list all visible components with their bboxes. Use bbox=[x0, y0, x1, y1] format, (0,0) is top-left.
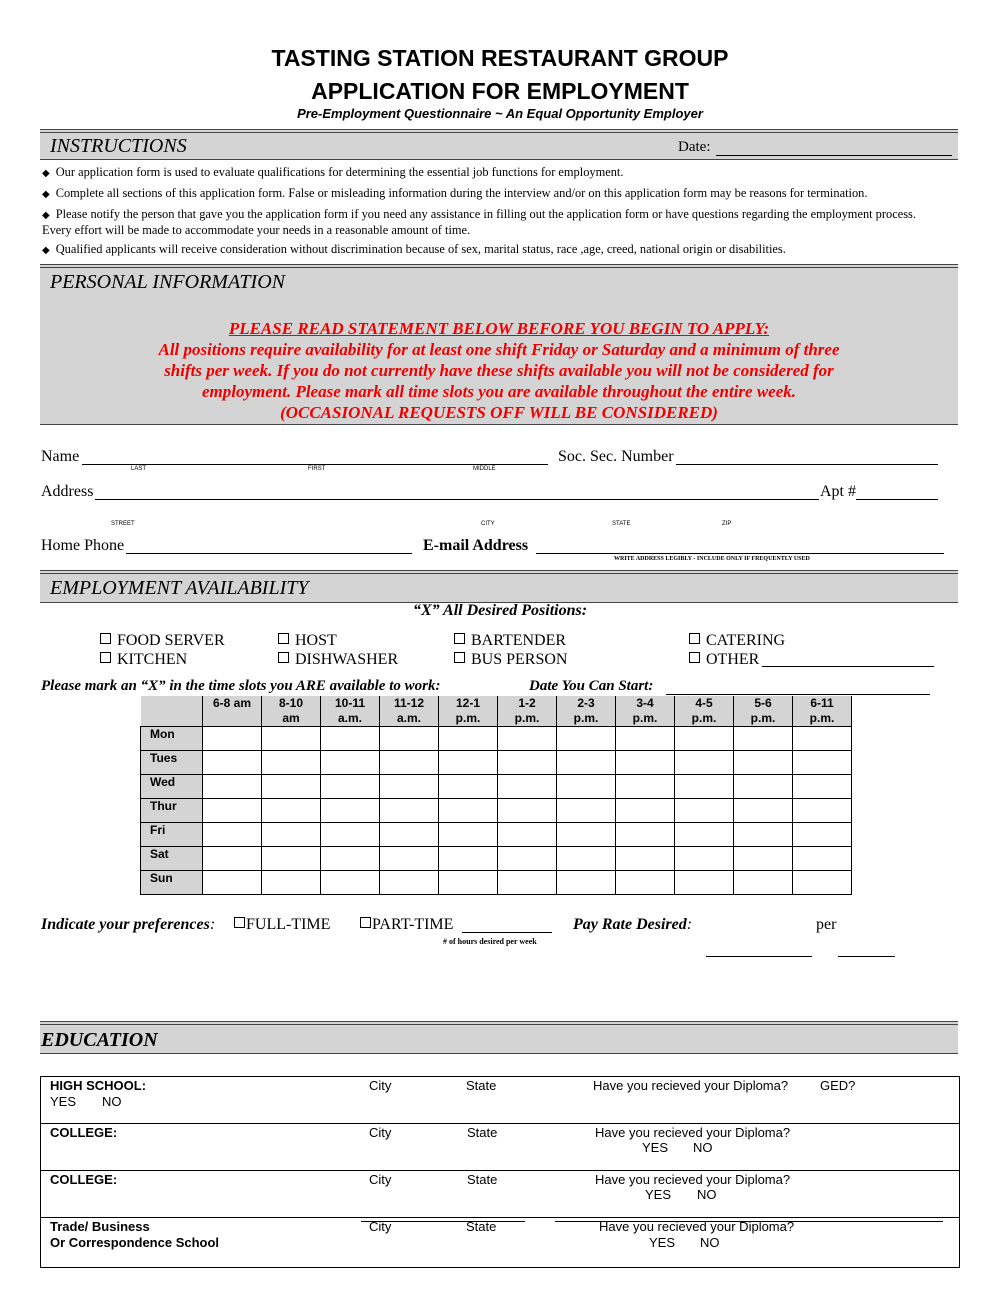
time-slot-header bbox=[557, 696, 616, 727]
availability-cell[interactable] bbox=[498, 727, 557, 751]
divider bbox=[41, 1123, 959, 1124]
other-position-field[interactable] bbox=[762, 666, 934, 667]
diploma-question: Have you recieved your Diploma? bbox=[593, 1078, 789, 1093]
yes-option[interactable]: YES bbox=[642, 1140, 669, 1155]
diamond-icon: ◆ bbox=[42, 210, 50, 221]
availability-cell[interactable] bbox=[262, 775, 321, 799]
name-label: Name bbox=[41, 448, 80, 465]
time-slot-range: 8-10 bbox=[278, 696, 304, 710]
time-slot-header bbox=[616, 696, 675, 727]
availability-cell[interactable] bbox=[203, 751, 262, 775]
availability-cell[interactable] bbox=[203, 847, 262, 871]
availability-cell[interactable] bbox=[380, 727, 439, 751]
pref-label: Indicate your preferences bbox=[41, 916, 210, 933]
availability-cell[interactable] bbox=[793, 727, 852, 751]
availability-cell[interactable] bbox=[380, 823, 439, 847]
availability-cell[interactable] bbox=[793, 775, 852, 799]
pref-line: Indicate your preferences: bbox=[41, 916, 216, 933]
day-row bbox=[141, 775, 852, 799]
availability-cell[interactable] bbox=[439, 775, 498, 799]
availability-cell[interactable] bbox=[321, 775, 380, 799]
email-field[interactable] bbox=[536, 553, 944, 554]
availability-cell[interactable] bbox=[321, 847, 380, 871]
checkbox[interactable] bbox=[278, 652, 289, 663]
per-label: per bbox=[816, 916, 837, 933]
name-field[interactable] bbox=[82, 464, 548, 465]
education-box bbox=[40, 1076, 960, 1268]
position-food-server[interactable]: FOOD SERVER bbox=[100, 632, 225, 650]
notice-title: PLEASE READ STATEMENT BELOW BEFORE YOU BEGIN TO APPLY: bbox=[228, 319, 770, 338]
hours-field[interactable] bbox=[462, 932, 552, 933]
time-slot-range: 10-11 bbox=[334, 696, 366, 710]
grid-corner bbox=[141, 696, 203, 727]
grid-header-row bbox=[141, 696, 852, 727]
last-caption: LAST bbox=[131, 466, 147, 472]
availability-cell[interactable] bbox=[557, 727, 616, 751]
availability-cell[interactable] bbox=[262, 847, 321, 871]
pay-line: Pay Rate Desired: bbox=[573, 916, 693, 933]
checkbox[interactable] bbox=[689, 633, 700, 644]
state-label: State bbox=[467, 1172, 498, 1187]
availability-cell[interactable] bbox=[262, 799, 321, 823]
notice-text bbox=[40, 318, 958, 423]
availability-cell[interactable] bbox=[498, 775, 557, 799]
availability-cell[interactable] bbox=[380, 775, 439, 799]
checkbox[interactable] bbox=[234, 917, 245, 928]
time-slot-period: a.m. bbox=[396, 711, 421, 725]
availability-cell[interactable] bbox=[498, 751, 557, 775]
availability-cell[interactable] bbox=[321, 727, 380, 751]
time-slot-range: 12-1 bbox=[455, 696, 481, 710]
date-label: Date: bbox=[678, 139, 711, 155]
city-label: City bbox=[369, 1078, 392, 1093]
availability-cell[interactable] bbox=[380, 871, 439, 895]
availability-cell[interactable] bbox=[557, 871, 616, 895]
part-time-option[interactable]: PART-TIME bbox=[360, 916, 453, 934]
zip-caption: ZIP bbox=[722, 521, 732, 527]
day-label: Mon bbox=[141, 727, 203, 751]
time-slot-period: p.m. bbox=[455, 711, 481, 725]
availability-cell[interactable] bbox=[439, 751, 498, 775]
apt-label: Apt # bbox=[820, 483, 856, 500]
trade-school-label-2: Or Correspondence School bbox=[50, 1235, 220, 1250]
email-note: WRITE ADDRESS LEGIBLY - INCLUDE ONLY IF FREQUENTLY USED bbox=[614, 556, 810, 562]
day-label: Thur bbox=[141, 799, 203, 823]
college-label: COLLEGE: bbox=[50, 1125, 118, 1140]
availability-cell[interactable] bbox=[793, 871, 852, 895]
position-catering[interactable]: CATERING bbox=[689, 632, 785, 650]
time-slot-header bbox=[380, 696, 439, 727]
instruction-bullet: ◆ Complete all sections of this application form. False or misleading information during the interview and/or on this application form may be reasons for termination. bbox=[42, 186, 868, 200]
time-slot-period: p.m. bbox=[691, 711, 717, 725]
middle-caption: MIDDLE bbox=[473, 466, 496, 472]
time-slot-period: p.m. bbox=[573, 711, 599, 725]
availability-cell[interactable] bbox=[616, 871, 675, 895]
availability-cell[interactable] bbox=[203, 823, 262, 847]
form-tagline: Pre-Employment Questionnaire ~ An Equal Opportunity Employer bbox=[297, 106, 703, 121]
no-option[interactable]: NO bbox=[693, 1140, 713, 1155]
availability-cell[interactable] bbox=[498, 799, 557, 823]
availability-cell[interactable] bbox=[734, 751, 793, 775]
yes-option[interactable]: YES bbox=[645, 1187, 672, 1202]
availability-cell[interactable] bbox=[498, 871, 557, 895]
time-slot-period: p.m. bbox=[750, 711, 776, 725]
availability-cell[interactable] bbox=[734, 871, 793, 895]
first-caption: FIRST bbox=[308, 466, 326, 472]
availability-cell[interactable] bbox=[616, 847, 675, 871]
availability-cell[interactable] bbox=[439, 871, 498, 895]
day-row bbox=[141, 751, 852, 775]
hours-note: # of hours desired per week bbox=[443, 937, 537, 946]
day-row bbox=[141, 799, 852, 823]
form-subtitle-title: APPLICATION FOR EMPLOYMENT bbox=[311, 78, 689, 104]
availability-grid bbox=[140, 696, 852, 895]
time-slot-range: 5-6 bbox=[754, 696, 772, 710]
availability-cell[interactable] bbox=[321, 871, 380, 895]
instruction-bullet: ◆ Please notify the person that gave you the application form if you need any assistance in filling out the application form or have questions regarding the employment process. Every effort will be made to accommodate your needs in a reasonable amount of time. bbox=[42, 207, 916, 237]
time-slot-period: p.m. bbox=[809, 711, 835, 725]
availability-cell[interactable] bbox=[557, 775, 616, 799]
availability-cell[interactable] bbox=[380, 847, 439, 871]
time-slot-header bbox=[321, 696, 380, 727]
availability-cell[interactable] bbox=[557, 799, 616, 823]
availability-cell[interactable] bbox=[675, 727, 734, 751]
apt-field[interactable] bbox=[856, 499, 938, 500]
day-label: Sun bbox=[141, 871, 203, 895]
no-option[interactable]: NO bbox=[102, 1094, 122, 1109]
availability-cell[interactable] bbox=[439, 727, 498, 751]
availability-cell[interactable] bbox=[616, 799, 675, 823]
section-title: EMPLOYMENT AVAILABILITY bbox=[50, 577, 309, 599]
time-slot-period: p.m. bbox=[514, 711, 540, 725]
diploma-question: Have you recieved your Diploma? bbox=[595, 1125, 791, 1140]
phone-label: Home Phone bbox=[41, 537, 125, 554]
position-bartender[interactable]: BARTENDER bbox=[454, 632, 566, 650]
diploma-question: Have you recieved your Diploma? bbox=[599, 1219, 795, 1234]
state-caption: STATE bbox=[612, 521, 631, 527]
availability-cell[interactable] bbox=[380, 799, 439, 823]
checkbox[interactable] bbox=[454, 652, 465, 663]
day-row bbox=[141, 871, 852, 895]
availability-cell[interactable] bbox=[262, 751, 321, 775]
time-slot-range: 11-12 bbox=[393, 696, 425, 710]
divider bbox=[41, 1170, 959, 1171]
availability-cell[interactable] bbox=[734, 823, 793, 847]
checkbox[interactable] bbox=[100, 652, 111, 663]
pay-rate-field[interactable] bbox=[706, 956, 812, 957]
day-row bbox=[141, 727, 852, 751]
city-label: City bbox=[369, 1125, 392, 1140]
pay-period-field[interactable] bbox=[838, 956, 895, 957]
diploma-question: Have you recieved your Diploma? bbox=[595, 1172, 791, 1187]
no-option[interactable]: NO bbox=[700, 1235, 720, 1250]
day-label: Fri bbox=[141, 823, 203, 847]
day-row bbox=[141, 847, 852, 871]
trade-school-label-1: Trade/ Business bbox=[50, 1219, 150, 1234]
college-label: COLLEGE: bbox=[50, 1172, 118, 1187]
time-slot-period: p.m. bbox=[632, 711, 658, 725]
time-slot-period: a.m. bbox=[337, 711, 362, 725]
availability-cell[interactable] bbox=[675, 775, 734, 799]
instructions-header bbox=[40, 129, 958, 160]
notice-box bbox=[40, 296, 958, 425]
availability-cell[interactable] bbox=[616, 775, 675, 799]
yes-option[interactable]: YES bbox=[50, 1094, 77, 1109]
availability-cell[interactable] bbox=[262, 871, 321, 895]
time-slot-header bbox=[439, 696, 498, 727]
city-caption: CITY bbox=[481, 521, 495, 527]
availability-cell[interactable] bbox=[734, 847, 793, 871]
availability-cell[interactable] bbox=[793, 799, 852, 823]
time-slot-header bbox=[203, 696, 262, 727]
availability-cell[interactable] bbox=[203, 871, 262, 895]
state-label: State bbox=[466, 1219, 497, 1234]
availability-cell[interactable] bbox=[498, 847, 557, 871]
availability-cell[interactable] bbox=[262, 727, 321, 751]
pay-label: Pay Rate Desired bbox=[573, 916, 687, 933]
positions-prompt: “X” All Desired Positions: bbox=[412, 602, 588, 619]
time-slot-header bbox=[262, 696, 321, 727]
availability-cell[interactable] bbox=[616, 727, 675, 751]
availability-cell[interactable] bbox=[557, 751, 616, 775]
checkbox[interactable] bbox=[278, 633, 289, 644]
yes-option[interactable]: YES bbox=[649, 1235, 676, 1250]
time-slot-range: 2-3 bbox=[577, 696, 595, 710]
time-slot-range: 6-11 bbox=[810, 696, 834, 710]
high-school-label: HIGH SCHOOL: bbox=[50, 1078, 147, 1093]
instruction-bullet: ◆ Our application form is used to evaluate qualifications for determining the essential job functions for employment. bbox=[42, 165, 624, 179]
full-time-option[interactable]: FULL-TIME bbox=[234, 916, 330, 934]
availability-cell[interactable] bbox=[793, 847, 852, 871]
availability-cell[interactable] bbox=[321, 751, 380, 775]
section-title: EDUCATION bbox=[41, 1029, 158, 1051]
checkbox[interactable] bbox=[100, 633, 111, 644]
start-date-field[interactable] bbox=[666, 694, 930, 695]
section-title: PERSONAL INFORMATION bbox=[50, 271, 285, 293]
availability-cell[interactable] bbox=[439, 799, 498, 823]
phone-field[interactable] bbox=[126, 553, 412, 554]
address-label: Address bbox=[41, 483, 94, 500]
availability-cell[interactable] bbox=[203, 775, 262, 799]
day-label: Tues bbox=[141, 751, 203, 775]
position-dishwasher[interactable]: DISHWASHER bbox=[278, 651, 398, 669]
availability-cell[interactable] bbox=[498, 823, 557, 847]
time-slot-range: 1-2 bbox=[518, 696, 536, 710]
day-label: Wed bbox=[141, 775, 203, 799]
instruction-bullet: ◆ Qualified applicants will receive consideration without discrimination because of sex, marital status, race ,age, creed, national origin or disabilities. bbox=[42, 242, 786, 256]
time-slot-period: am bbox=[282, 711, 300, 725]
mark-prompt: Please mark an “X” in the time slots you ARE available to work: bbox=[41, 678, 441, 694]
availability-cell[interactable] bbox=[675, 871, 734, 895]
city-label: City bbox=[369, 1219, 392, 1234]
time-slot-header bbox=[675, 696, 734, 727]
checkbox[interactable] bbox=[360, 917, 371, 928]
availability-cell[interactable] bbox=[439, 847, 498, 871]
personal-header bbox=[40, 264, 958, 297]
education-header bbox=[40, 1021, 958, 1054]
availability-cell[interactable] bbox=[203, 799, 262, 823]
form-title: TASTING STATION RESTAURANT GROUP bbox=[271, 45, 729, 71]
checkbox[interactable] bbox=[689, 652, 700, 663]
email-label: E-mail Address bbox=[423, 537, 529, 554]
no-option[interactable]: NO bbox=[697, 1187, 717, 1202]
availability-header bbox=[40, 570, 958, 603]
time-slot-header bbox=[498, 696, 557, 727]
availability-cell[interactable] bbox=[734, 799, 793, 823]
position-other[interactable]: OTHER bbox=[689, 651, 759, 669]
ssn-field[interactable] bbox=[676, 464, 938, 465]
position-bus-person[interactable]: BUS PERSON bbox=[454, 651, 567, 669]
section-title: INSTRUCTIONS bbox=[50, 135, 187, 157]
time-slot-header bbox=[734, 696, 793, 727]
availability-cell[interactable] bbox=[734, 775, 793, 799]
time-slot-range: 6-8 am bbox=[212, 696, 252, 710]
state-label: State bbox=[467, 1125, 498, 1140]
availability-cell[interactable] bbox=[439, 823, 498, 847]
ssn-label: Soc. Sec. Number bbox=[558, 448, 674, 465]
availability-cell[interactable] bbox=[675, 823, 734, 847]
time-slot-range: 3-4 bbox=[636, 696, 654, 710]
availability-cell[interactable] bbox=[203, 727, 262, 751]
position-host[interactable]: HOST bbox=[278, 632, 337, 650]
availability-cell[interactable] bbox=[380, 751, 439, 775]
availability-cell[interactable] bbox=[321, 799, 380, 823]
day-row bbox=[141, 823, 852, 847]
state-label: State bbox=[466, 1078, 497, 1093]
availability-cell[interactable] bbox=[321, 823, 380, 847]
start-date-label: Date You Can Start: bbox=[529, 678, 654, 694]
divider bbox=[41, 1217, 959, 1218]
diamond-icon: ◆ bbox=[42, 168, 50, 179]
time-slot-range: 4-5 bbox=[695, 696, 713, 710]
notice-body: All positions require availability for at least one shift Friday or Saturday and a minimum of three shifts per week. If you do not currently have these shifts available you will not be considered for employment. Please mark all time slots you are available throughout the entire week. (OCCASIONAL REQUESTS OFF WILL BE CONSIDERED) bbox=[158, 340, 840, 422]
availability-cell[interactable] bbox=[616, 751, 675, 775]
availability-cell[interactable] bbox=[557, 823, 616, 847]
availability-cell[interactable] bbox=[557, 847, 616, 871]
availability-cell[interactable] bbox=[616, 823, 675, 847]
availability-cell[interactable] bbox=[675, 847, 734, 871]
availability-cell[interactable] bbox=[675, 799, 734, 823]
ged-label: GED? bbox=[820, 1078, 856, 1093]
city-label: City bbox=[369, 1172, 392, 1187]
date-field[interactable] bbox=[716, 155, 952, 156]
diamond-icon: ◆ bbox=[42, 189, 50, 200]
diamond-icon: ◆ bbox=[42, 245, 50, 256]
position-kitchen[interactable]: KITCHEN bbox=[100, 651, 187, 669]
time-slot-header bbox=[793, 696, 852, 727]
availability-cell[interactable] bbox=[675, 751, 734, 775]
availability-cell[interactable] bbox=[262, 823, 321, 847]
availability-cell[interactable] bbox=[793, 751, 852, 775]
street-caption: STREET bbox=[111, 521, 135, 527]
availability-cell[interactable] bbox=[734, 727, 793, 751]
day-label: Sat bbox=[141, 847, 203, 871]
availability-cell[interactable] bbox=[793, 823, 852, 847]
checkbox[interactable] bbox=[454, 633, 465, 644]
address-field[interactable] bbox=[95, 499, 819, 500]
